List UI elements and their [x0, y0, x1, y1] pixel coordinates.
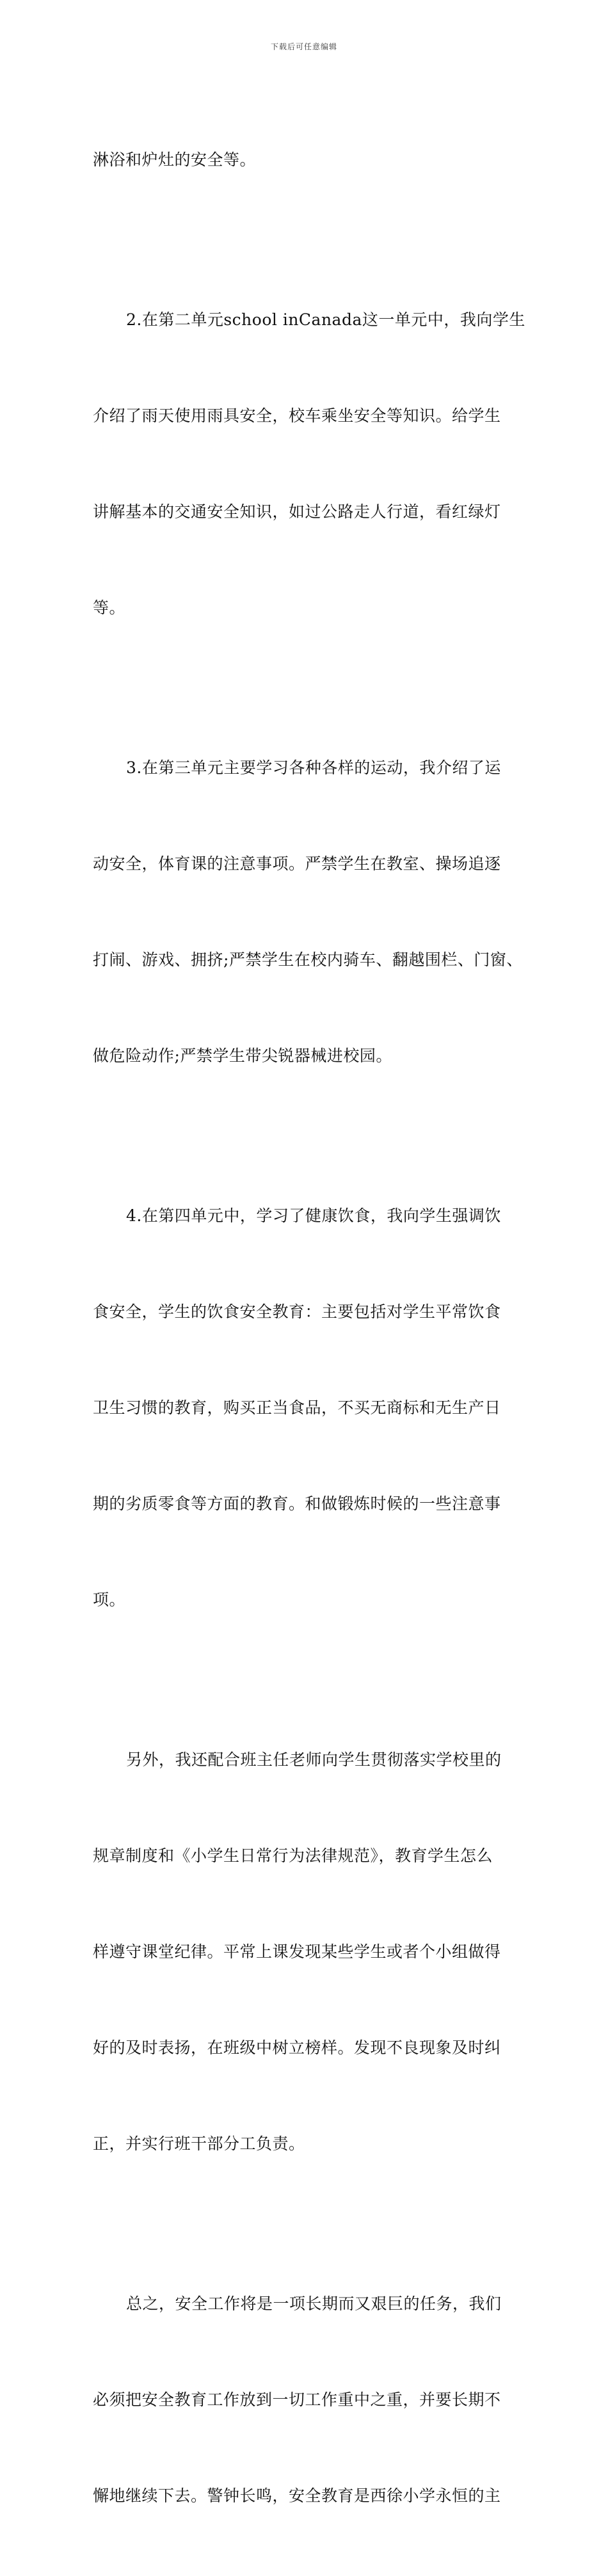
text-line: 3.在第三单元主要学习各种各样的运动，我介绍了运 — [126, 758, 501, 777]
text-line: 介绍了雨天使用雨具安全，校车乘坐安全等知识。给学生 — [93, 406, 501, 425]
page-header: 下载后可任意编辑 — [270, 42, 337, 51]
text-line: 讲解基本的交通安全知识，如过公路走人行道，看红绿灯 — [93, 502, 501, 521]
text-line: 做危险动作;严禁学生带尖锐器械进校园。 — [93, 1046, 392, 1065]
paragraph-unit-3 — [93, 688, 528, 1136]
text-line: 总之，安全工作将是一项长期而又艰巨的任务，我们 — [126, 2294, 502, 2313]
text-line: 4.在第四单元中，学习了健康饮食，我向学生强调饮 — [126, 1206, 501, 1225]
paragraph-continuation — [93, 80, 528, 240]
text-line: 样遵守课堂纪律。平常上课发现某些学生或者个小组做得 — [93, 1942, 501, 1961]
text-line: 项。 — [93, 1590, 126, 1609]
text-line: 等。 — [93, 598, 126, 617]
text-line: 规章制度和《小学生日常行为法律规范》，教育学生怎么 — [93, 1846, 493, 1865]
paragraph-unit-2 — [93, 240, 528, 688]
document-body — [93, 80, 528, 2576]
paragraph-conclusion — [93, 2224, 528, 2576]
text-line: 正，并实行班干部分工负责。 — [93, 2134, 305, 2153]
text-line: 好的及时表扬，在班级中树立榜样。发现不良现象及时纠 — [93, 2038, 501, 2057]
text-line: 打闹、游戏、拥挤;严禁学生在校内骑车、翻越围栏、门窗、 — [93, 950, 523, 969]
text-line: 另外，我还配合班主任老师向学生贯彻落实学校里的 — [126, 1750, 502, 1769]
text-line: 期的劣质零食等方面的教育。和做锻炼时候的一些注意事 — [93, 1494, 501, 1513]
text-line: 必须把安全教育工作放到一切工作重中之重，并要长期不 — [93, 2390, 501, 2409]
text-line: 卫生习惯的教育，购买正当食品，不买无商标和无生产日 — [93, 1398, 501, 1417]
text-line: 2.在第二单元school inCanada这一单元中，我向学生 — [126, 310, 525, 329]
text-line: 淋浴和炉灶的安全等。 — [93, 150, 257, 169]
paragraph-unit-4 — [93, 1136, 528, 1680]
text-line: 食安全，学生的饮食安全教育：主要包括对学生平常饮食 — [93, 1302, 501, 1321]
paragraph-additional — [93, 1680, 528, 2224]
text-line: 懈地继续下去。警钟长鸣，安全教育是西徐小学永恒的主 — [93, 2486, 501, 2505]
text-line: 动安全，体育课的注意事项。严禁学生在教室、操场追逐 — [93, 854, 501, 873]
